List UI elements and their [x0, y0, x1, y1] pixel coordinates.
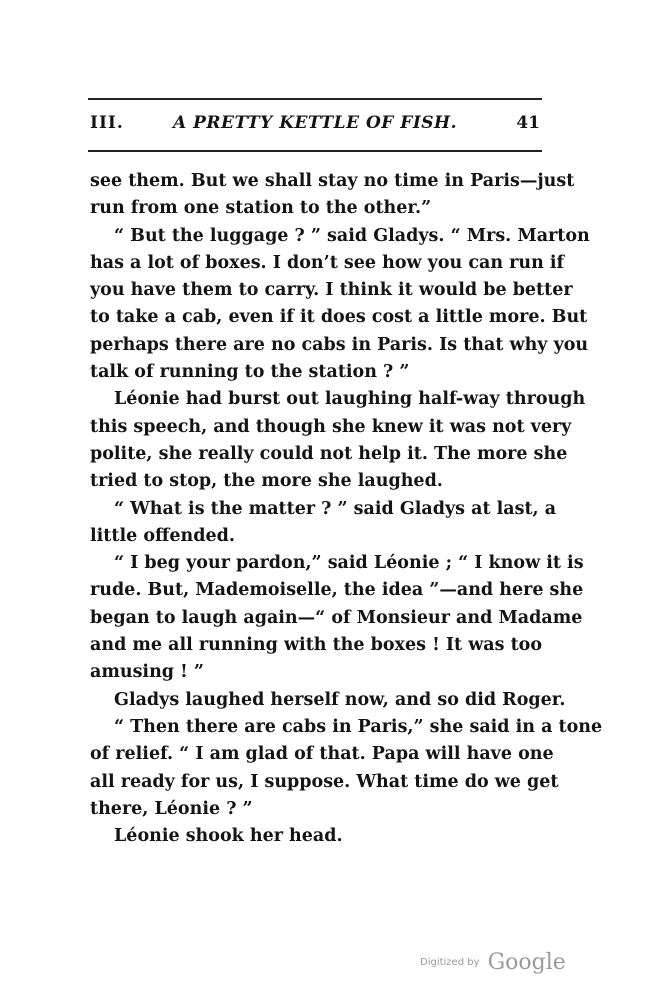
text-line: perhaps there are no cabs in Paris. Is that why you	[90, 334, 589, 355]
text-line: amusing ! ”	[90, 662, 204, 683]
text-line: you have them to carry. I think it would be better	[90, 280, 573, 301]
text-line: Léonie shook her head.	[114, 826, 343, 847]
text-line: little offended.	[90, 525, 235, 546]
google-logo: Google	[487, 950, 566, 975]
chapter-number: III.	[90, 113, 124, 133]
text-line: rude. But, Mademoiselle, the idea ”—and here she	[90, 580, 584, 601]
text-line: “ I beg your pardon,” said Léonie ; “ I know it is	[114, 553, 584, 574]
text-line: this speech, and though she knew it was not very	[90, 416, 572, 437]
body-text	[90, 168, 603, 850]
text-line: polite, she really could not help it. The more she	[90, 443, 568, 464]
text-line: Gladys laughed herself now, and so did Roger.	[114, 689, 566, 710]
running-head	[90, 113, 540, 143]
text-line: “ But the luggage ? ” said Gladys. “ Mrs. Marton	[114, 225, 590, 246]
header-rule-bottom	[88, 150, 542, 152]
page-number: 41	[516, 113, 540, 133]
text-line: “ What is the matter ? ” said Gladys at last, a	[114, 498, 557, 519]
text-line: to take a cab, even if it does cost a little more. But	[90, 307, 588, 328]
text-line: all ready for us, I suppose. What time do we get	[90, 771, 559, 792]
digitization-watermark	[420, 950, 566, 980]
text-line: “ Then there are cabs in Paris,” she said in a tone	[114, 716, 603, 737]
text-line: there, Léonie ? ”	[90, 798, 253, 819]
running-title: A PRETTY KETTLE OF FISH.	[172, 113, 458, 133]
text-line: talk of running to the station ? ”	[90, 362, 410, 383]
header-rule-top	[88, 98, 542, 100]
text-line: Léonie had burst out laughing half-way through	[114, 389, 586, 410]
text-line: of relief. “ I am glad of that. Papa will have one	[90, 744, 554, 765]
text-line: and me all running with the boxes ! It was too	[90, 635, 542, 656]
digitized-by-label: Digitized by	[420, 957, 480, 968]
text-line: began to laugh again—“ of Monsieur and Madame	[90, 607, 583, 628]
text-line: tried to stop, the more she laughed.	[90, 471, 443, 492]
text-line: has a lot of boxes. I don’t see how you can run if	[90, 252, 565, 273]
text-line: see them. But we shall stay no time in Paris—just	[90, 171, 575, 191]
text-line: run from one station to the other.”	[90, 198, 432, 219]
